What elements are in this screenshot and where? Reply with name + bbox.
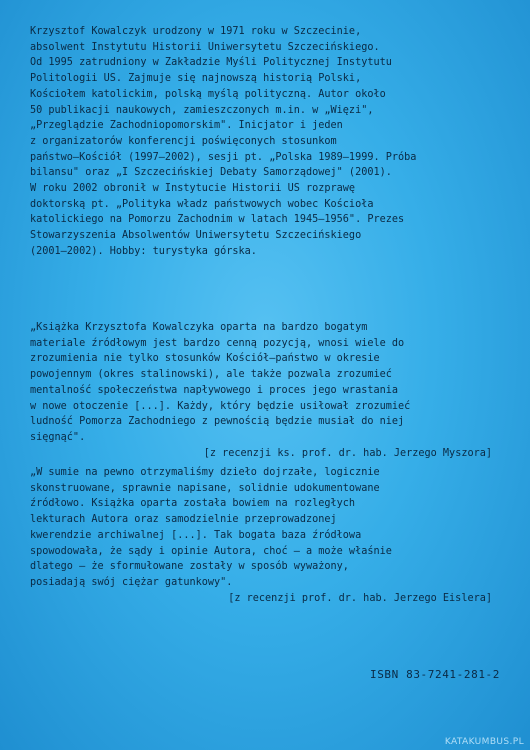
review-line: mentalność społeczeństwa napływowego i proces jego wrastania: [30, 384, 399, 396]
bio-line: W roku 2002 obronił w Instytucie Historii US rozprawę: [30, 183, 356, 195]
bio-line: doktorską pt. „Polityka władz państwowych wobec Kościoła: [30, 198, 374, 210]
bio-line: absolwent Instytutu Historii Uniwersytetu Szczecińskiego.: [30, 41, 380, 53]
review-line: sięgnąć".: [30, 431, 86, 443]
review-line: źródłowo. Książka oparta została bowiem na rozległych: [30, 498, 356, 510]
review-line: ludność Pomorza Zachodniego z pewnością będzie musiał do niej: [30, 416, 405, 428]
bio-line: 50 publikacji naukowych, zamieszczonych m.in. w „Więzi",: [30, 104, 374, 116]
review-line: powojennym (okres stalinowski), ale także pozwala zrozumieć: [30, 369, 392, 381]
bio-line: katolickiego na Pomorzu Zachodnim w latach 1945–1956". Prezes: [30, 214, 405, 226]
bio-line: z organizatorów konferencji poświęconych stosunkom: [30, 135, 337, 147]
bio-line: Politologii US. Zajmuje się najnowszą historią Polski,: [30, 73, 362, 85]
bio-line: Kościołem katolickim, polską myślą polityczną. Autor około: [30, 88, 386, 100]
bio-line: bilansu" oraz „I Szczecińskiej Debaty Samorządowej" (2001).: [30, 167, 392, 179]
bio-line: (2001–2002). Hobby: turystyka górska.: [30, 245, 257, 257]
review-line: posiadają swój ciężar gatunkowy".: [30, 576, 233, 588]
review-line: zrozumienia nie tylko stosunków Kościół–państwo w okresie: [30, 353, 380, 365]
bio-line: Od 1995 zatrudniony w Zakładzie Myśli Politycznej Instytutu: [30, 57, 392, 69]
review-line: spowodowała, że sądy i opinie Autora, choć – a może właśnie: [30, 545, 392, 557]
review-line: kwerendzie archiwalnej [...]. Tak bogata baza źródłowa: [30, 529, 362, 541]
review-myszor: [30, 320, 496, 461]
review-line: skonstruowane, sprawnie napisane, solidnie udokumentowane: [30, 482, 380, 494]
review-attribution: [z recenzji ks. prof. dr. hab. Jerzego Myszora]: [203, 447, 492, 459]
watermark-text: KATAKUMBUS.PL: [444, 737, 524, 747]
bio-line: Stowarzyszenia Absolwentów Uniwersytetu Szczecińskiego: [30, 230, 362, 242]
review-attribution: [z recenzji prof. dr. hab. Jerzego Eislera]: [228, 592, 492, 604]
review-line: „Książka Krzysztofa Kowalczyka oparta na bardzo bogatym: [30, 322, 368, 333]
isbn-number: ISBN 83-7241-281-2: [369, 668, 500, 681]
author-bio: [30, 24, 496, 260]
review-line: w nowe otoczenie [...]. Każdy, który będzie usiłował zrozumieć: [30, 400, 411, 412]
review-line: dlatego – że sformułowane zostały w sposób wyważony,: [30, 561, 349, 573]
bio-line: „Przeglądzie Zachodniopomorskim". Inicjator i jeden: [30, 120, 343, 132]
review-line: materiale źródłowym jest bardzo cenną pozycją, wnosi wiele do: [30, 337, 405, 349]
bio-line: Krzysztof Kowalczyk urodzony w 1971 roku w Szczecinie,: [30, 26, 362, 37]
review-eisler: [30, 465, 496, 606]
review-line: lekturach Autora oraz samodzielnie przeprowadzonej: [30, 514, 337, 526]
bio-line: państwo–Kościół (1997–2002), sesji pt. „Polska 1989–1999. Próba: [30, 151, 417, 163]
review-line: „W sumie na pewno otrzymaliśmy dzieło dojrzałe, logicznie: [30, 467, 380, 478]
